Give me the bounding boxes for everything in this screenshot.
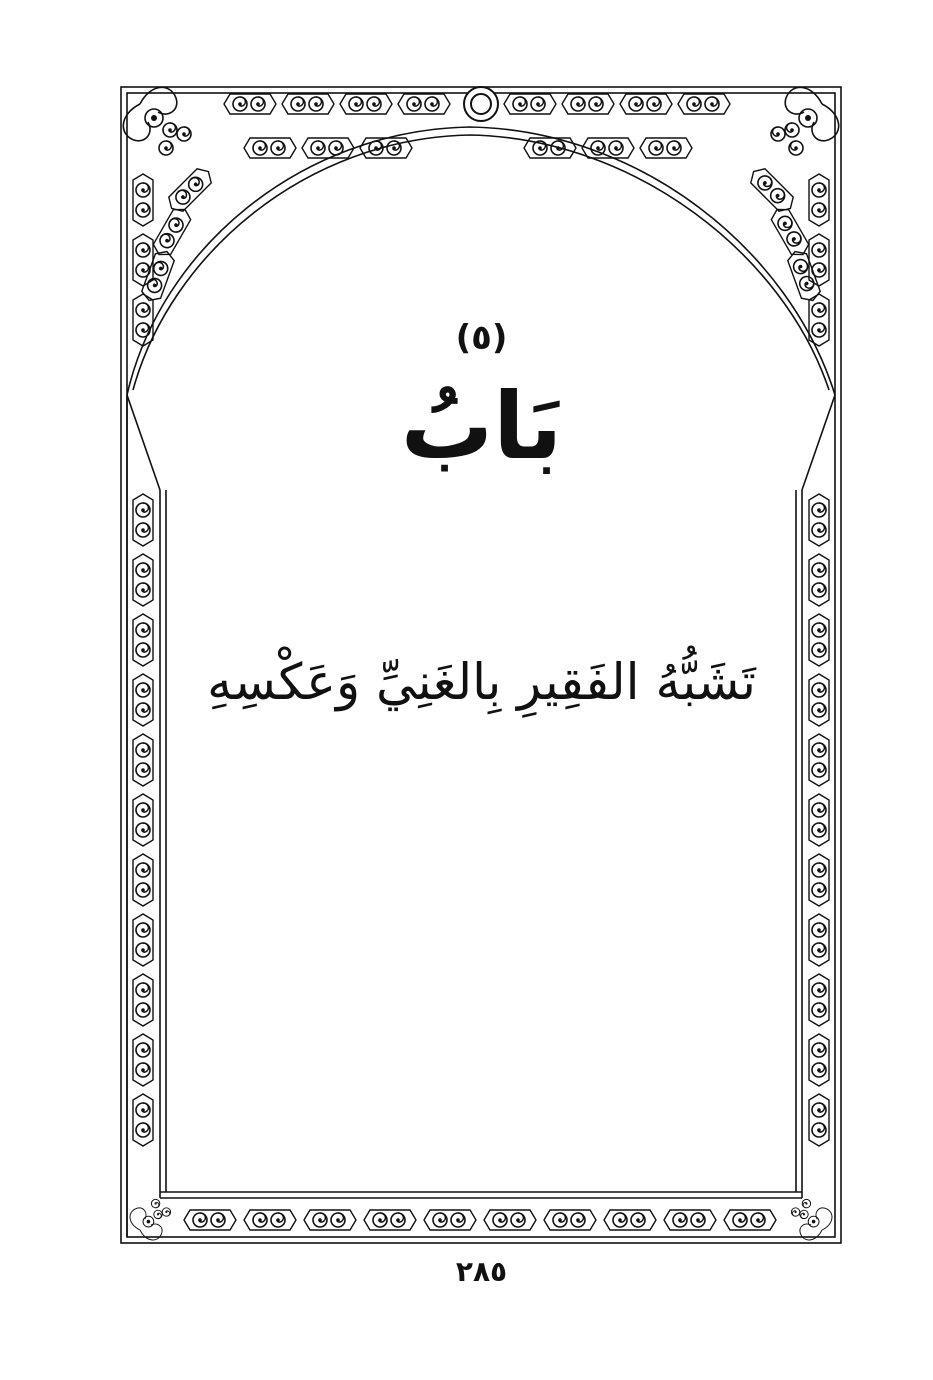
border-cell xyxy=(133,854,153,906)
chapter-number: (٥) xyxy=(455,318,508,358)
border-cell xyxy=(398,94,450,114)
border-cell xyxy=(809,1034,829,1086)
corner-ornament-bottom-right xyxy=(791,1199,832,1240)
border-cell xyxy=(244,1210,296,1230)
border-cell xyxy=(809,174,829,226)
border-cell xyxy=(340,94,392,114)
border-cell xyxy=(244,138,296,158)
border-cell xyxy=(809,494,829,546)
border-cell xyxy=(640,138,692,158)
top-medallion xyxy=(464,87,498,121)
border-cell xyxy=(133,734,153,786)
border-cell xyxy=(678,94,730,114)
border-cell xyxy=(360,138,412,158)
border-cell xyxy=(424,1210,476,1230)
border-cell xyxy=(364,1210,416,1230)
corner-ornament-top-right xyxy=(771,87,839,155)
corner-ornament-top-left xyxy=(123,87,191,155)
border-cell xyxy=(150,204,193,259)
border-cell xyxy=(282,94,334,114)
border-cell xyxy=(302,138,354,158)
border-cell xyxy=(809,794,829,846)
border-cell xyxy=(304,1210,356,1230)
border-cell xyxy=(133,174,153,226)
border-cell xyxy=(562,94,614,114)
chapter-heading: تَشَبُّهُ الفَقِيرِ بِالغَنِيِّ وَعَكْسِهِ xyxy=(207,653,756,711)
border-cell xyxy=(504,94,556,114)
border-cell xyxy=(604,1210,656,1230)
border-cell xyxy=(809,554,829,606)
border-cell xyxy=(165,165,216,216)
border-cell xyxy=(809,854,829,906)
top-border-band xyxy=(140,94,823,304)
border-cell xyxy=(809,734,829,786)
border-cell xyxy=(133,1094,153,1146)
border-cell xyxy=(133,914,153,966)
border-cell xyxy=(809,914,829,966)
border-cell xyxy=(747,165,798,216)
border-cell xyxy=(133,234,153,286)
corner-ornament-bottom-left xyxy=(130,1199,171,1240)
border-cell xyxy=(809,974,829,1026)
border-cell xyxy=(484,1210,536,1230)
border-cell xyxy=(133,974,153,1026)
border-cell xyxy=(133,794,153,846)
border-cell xyxy=(133,554,153,606)
border-cell xyxy=(724,1210,776,1230)
border-cell xyxy=(544,1210,596,1230)
chapter-title: بَابُ xyxy=(400,373,563,480)
border-cell xyxy=(620,94,672,114)
bottom-border-band xyxy=(184,1210,776,1230)
border-cell xyxy=(224,94,276,114)
border-cell xyxy=(809,1094,829,1146)
border-cell xyxy=(133,494,153,546)
border-cell xyxy=(768,204,811,259)
border-cell xyxy=(664,1210,716,1230)
border-cell xyxy=(184,1210,236,1230)
border-cell xyxy=(133,1034,153,1086)
page-number: ٢٨٥ xyxy=(455,1255,508,1288)
